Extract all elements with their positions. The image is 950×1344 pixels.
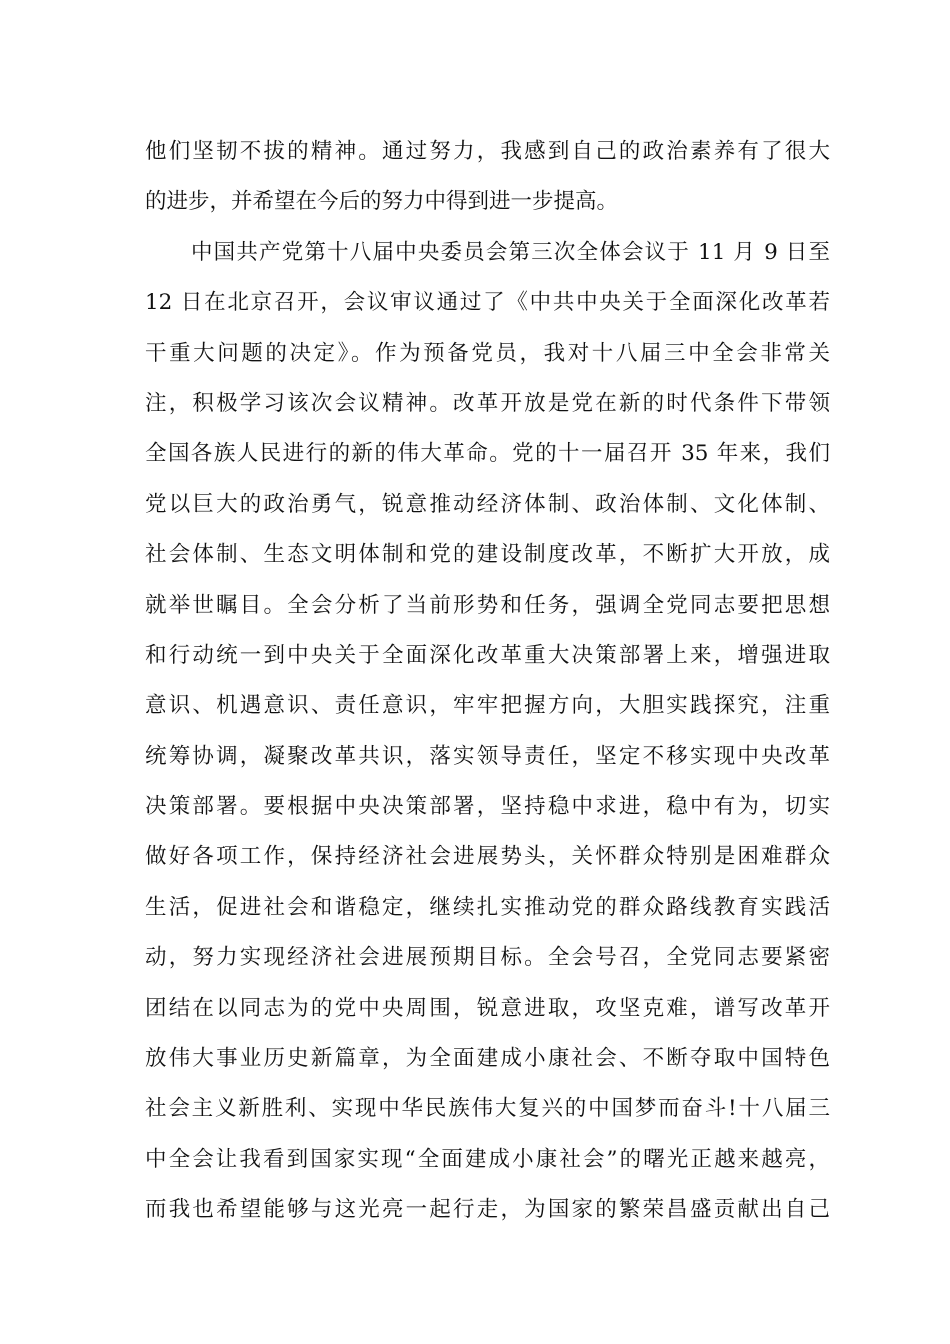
- paragraph-first-line: 中国共产党第十八届中央委员会第三次全体会议于 11 月 9 日至: [191, 239, 830, 265]
- text-line: 动，努力实现经济社会进展预期目标。全会号召，全党同志要紧密: [145, 945, 830, 971]
- text-line: 就举世瞩目。全会分析了当前形势和任务，强调全党同志要把思想: [145, 592, 830, 618]
- text-line: 他们坚韧不拔的精神。通过努力，我感到自己的政治素养有了很大: [145, 139, 830, 164]
- text-line: 社会主义新胜利、实现中华民族伟大复兴的中国梦而奋斗!十八届三: [145, 1096, 830, 1122]
- text-line: 统筹协调，凝聚改革共识，落实领导责任，坚定不移实现中央改革: [145, 743, 830, 769]
- text-line: 放伟大事业历史新篇章，为全面建成小康社会、不断夺取中国特色: [145, 1046, 830, 1072]
- text-line: 中全会让我看到国家实现“全面建成小康社会”的曙光正越来越亮，: [145, 1146, 830, 1172]
- text-line: 社会体制、生态文明体制和党的建设制度改革，不断扩大开放，成: [145, 542, 830, 568]
- text-line: 党以巨大的政治勇气，锐意推动经济体制、政治体制、文化体制、: [145, 491, 830, 517]
- text-line: 12 日在北京召开，会议审议通过了《中共中央关于全面深化改革若: [145, 290, 830, 316]
- text-line: 全国各族人民进行的新的伟大革命。党的十一届召开 35 年来，我们: [145, 441, 830, 467]
- text-line: 的进步，并希望在今后的努力中得到进一步提高。: [145, 189, 619, 215]
- text-line: 注，积极学习该次会议精神。改革开放是党在新的时代条件下带领: [145, 390, 830, 416]
- text-line: 而我也希望能够与这光亮一起行走，为国家的繁荣昌盛贡献出自己: [145, 1197, 830, 1223]
- text-line: 和行动统一到中央关于全面深化改革重大决策部署上来，增强进取: [145, 642, 830, 668]
- text-line: 做好各项工作，保持经济社会进展势头，关怀群众特别是困难群众: [145, 844, 830, 870]
- body-text: [145, 127, 830, 1236]
- text-line: 生活，促进社会和谐稳定，继续扎实推动党的群众路线教育实践活: [145, 894, 830, 920]
- text-line: 团结在以同志为的党中央周围，锐意进取，攻坚克难，谱写改革开: [145, 995, 830, 1021]
- text-line: 干重大问题的决定》。作为预备党员，我对十八届三中全会非常关: [145, 340, 830, 366]
- text-line: 决策部署。要根据中央决策部署，坚持稳中求进，稳中有为，切实: [145, 794, 830, 820]
- text-line: 意识、机遇意识、责任意识，牢牢把握方向，大胆实践探究，注重: [145, 693, 830, 719]
